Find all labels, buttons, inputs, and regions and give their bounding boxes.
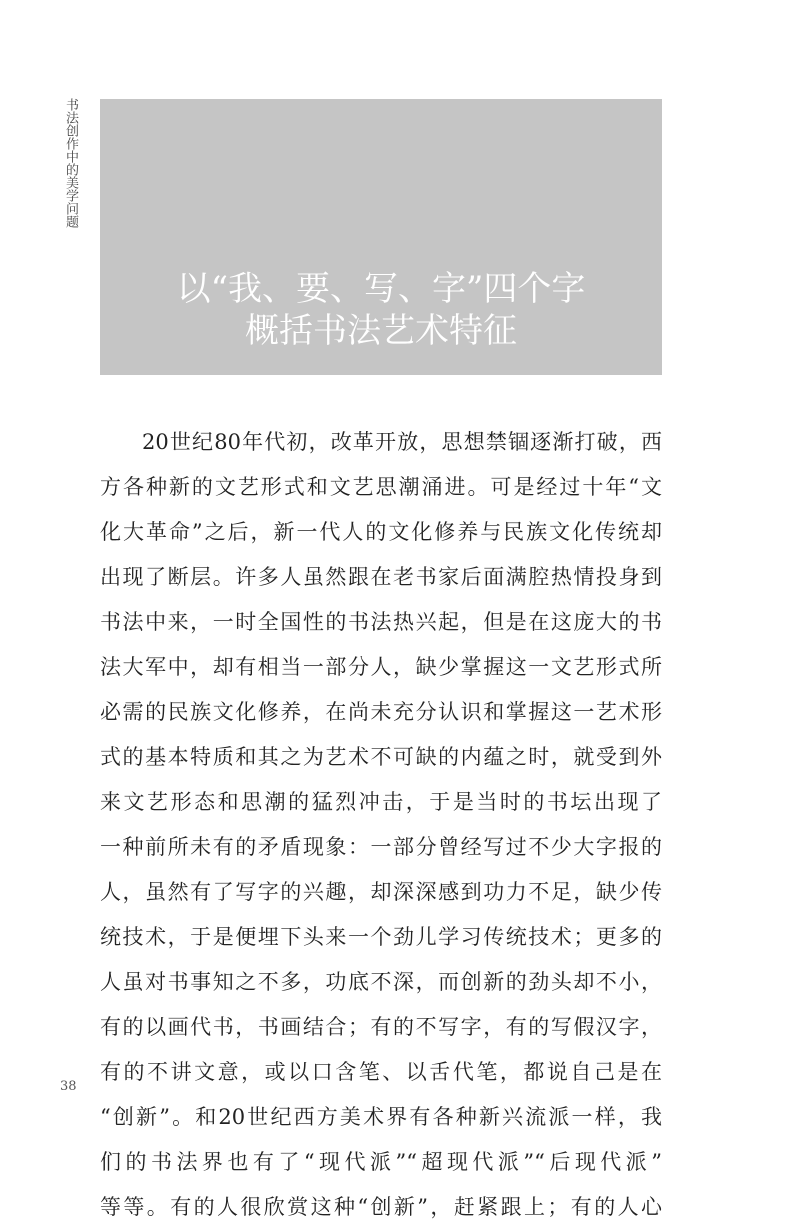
body-line: 书法中来，一时全国性的书法热兴起，但是在这庞大的书 [100, 610, 662, 634]
body-line: 人虽对书事知之不多，功底不深，而创新的劲头却不小， [100, 970, 662, 994]
body-line: 必需的民族文化修养，在尚未充分认识和掌握这一艺术形 [100, 700, 662, 724]
body-line: 一种前所未有的矛盾现象：一部分曾经写过不少大字报的 [100, 835, 662, 859]
body-line: “创新”。和20世纪西方美术界有各种新兴流派一样，我 [100, 1105, 662, 1129]
body-line: 化大革命”之后，新一代人的文化修养与民族文化传统却 [100, 520, 662, 544]
body-line: 统技术，于是便埋下头来一个劲儿学习传统技术；更多的 [100, 925, 662, 949]
body-line: 式的基本特质和其之为艺术不可缺的内蕴之时，就受到外 [100, 745, 662, 769]
body-line: 20世纪80年代初，改革开放，思想禁锢逐渐打破，西 [142, 430, 662, 454]
body-line: 出现了断层。许多人虽然跟在老书家后面满腔热情投身到 [100, 565, 662, 589]
chapter-title-line-2: 概括书法艺术特征 [245, 311, 517, 351]
page-number: 38 [60, 1079, 77, 1094]
chapter-title-block [100, 99, 662, 375]
body-line: 有的以画代书，书画结合；有的不写字，有的写假汉字， [100, 1015, 662, 1039]
body-line: 来文艺形态和思潮的猛烈冲击，于是当时的书坛出现了 [100, 790, 662, 814]
running-head: 书法创作中的美学问题 [63, 98, 78, 228]
chapter-title-line-1: 以“我、要、写、字”四个字 [176, 269, 586, 309]
body-line: 有的不讲文意，或以口含笔、以舌代笔，都说自己是在 [100, 1060, 662, 1084]
body-line: 等等。有的人很欣赏这种“创新”，赶紧跟上；有的人心 [100, 1195, 662, 1219]
body-line: 们的书法界也有了“现代派”“超现代派”“后现代派” [100, 1150, 662, 1174]
body-paragraph [100, 420, 662, 1230]
body-line: 人，虽然有了写字的兴趣，却深深感到功力不足，缺少传 [100, 880, 662, 904]
body-line: 法大军中，却有相当一部分人，缺少掌握这一文艺形式所 [100, 655, 662, 679]
body-line: 方各种新的文艺形式和文艺思潮涌进。可是经过十年“文 [100, 475, 662, 499]
